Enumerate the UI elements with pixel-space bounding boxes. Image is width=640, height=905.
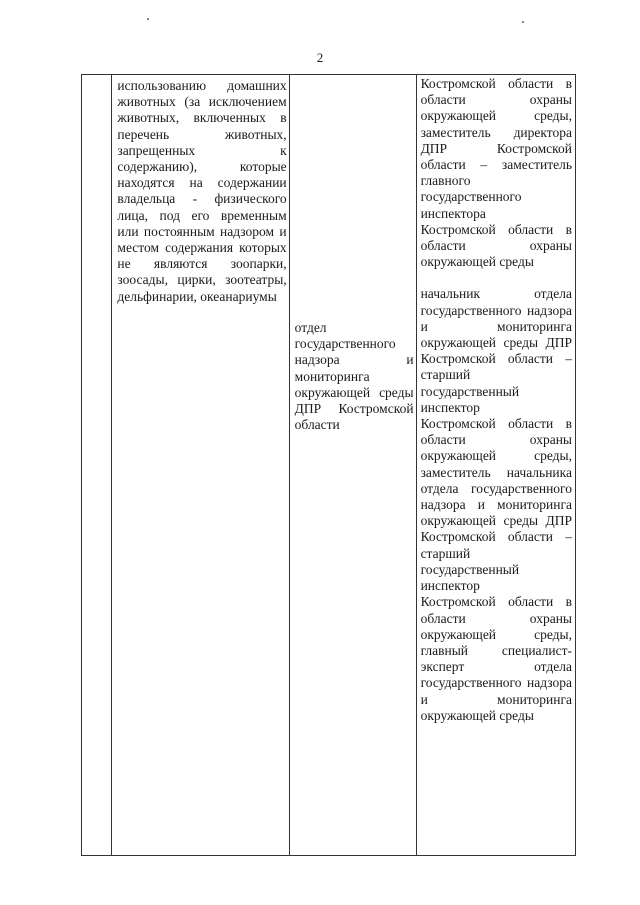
- official-entry: Костромской области в области охраны окружающей среды, заместитель начальника отдела государственного надзора и мониторинга окружающей среды ДПР Костромской области – старший государственный инспектор: [420, 416, 572, 594]
- entry-gap: [421, 270, 572, 286]
- subject-cell: [112, 75, 289, 856]
- row-number-cell: [82, 75, 112, 856]
- department-cell: [289, 75, 416, 856]
- table-row: [82, 75, 576, 856]
- officials-cell: [416, 75, 575, 856]
- scan-speck: [147, 18, 149, 20]
- official-entry: Костромской области в области охраны окружающей среды, главный специалист-эксперт отдела государственного надзора и мониторинга окружающей среды: [420, 594, 572, 723]
- page-number: 2: [316, 50, 324, 65]
- officials-list: [417, 75, 575, 724]
- department-text: отдел государственного надзора и мониторинга окружающей среды ДПР Костромской области: [294, 320, 414, 433]
- scan-speck: [522, 21, 524, 23]
- official-entry: начальник отдела государственного надзора и мониторинга окружающей среды ДПР Костромской области – старший государственный инспектор: [420, 286, 572, 415]
- document-table: [81, 74, 576, 856]
- official-entry: Костромской области в области охраны окружающей среды: [420, 221, 572, 270]
- official-entry: Костромской области в области охраны окружающей среды, заместитель директора ДПР Костромской области – заместитель главного государственного инспектора: [420, 76, 572, 221]
- subject-text: использованию домашних животных (за исключением животных, включенных в перечень животных, запрещенных к содержанию), которые находятся на содержании владельца - физического лица, под его временным или постоянным надзором и местом содержания которых не являются зоопарки, зоосады, цирки, зоотеатры, дельфинарии, океанариумы: [117, 78, 287, 304]
